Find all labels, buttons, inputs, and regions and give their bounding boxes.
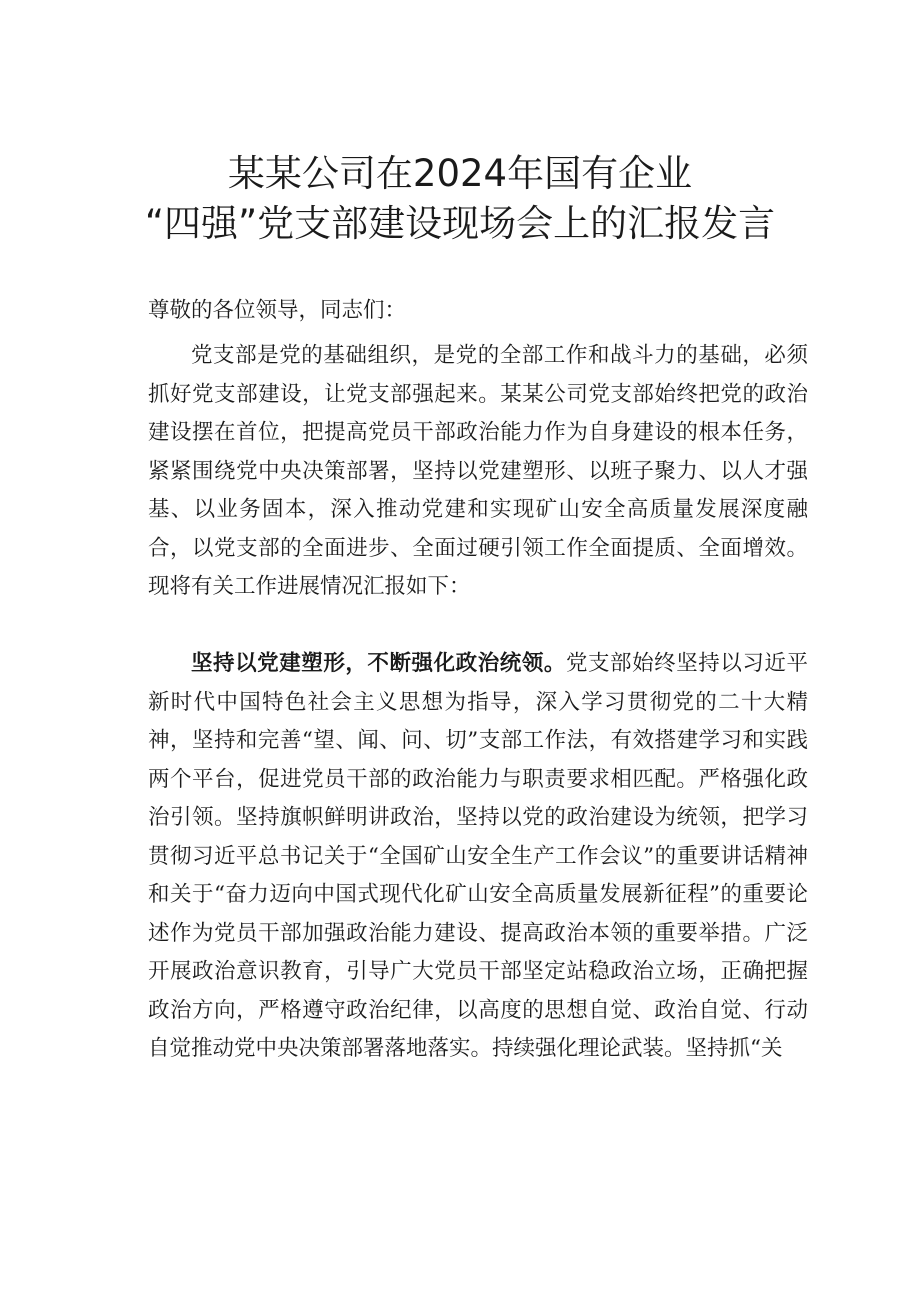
paragraph-1: 党支部是党的基础组织，是党的全部工作和战斗力的基础，必须抓好党支部建设，让党支部强起来。某某公司党支部始终把党的政治建设摆在首位，把提高党员干部政治能力作为自身建设的根本任务，紧紧围绕党中央决策部署，坚持以党建塑形、以班子聚力、以人才强基、以业务固本，深入推动党建和实现矿山安全高质量发展深度融合，以党支部的全面进步、全面过硬引领工作全面提质、全面增效。现将有关工作进展情况汇报如下： <box>148 343 808 599</box>
paragraph-2-body: 党支部始终坚持以习近平新时代中国特色社会主义思想为指导，深入学习贯彻党的二十大精神，坚持和完善“望、闻、问、切”支部工作法，有效搭建学习和实践两个平台，促进党员干部的政治能力与职责要求相匹配。严格强化政治引领。坚持旗帜鲜明讲政治，坚持以党的政治建设为统领，把学习贯彻习近平总书记关于“全国矿山安全生产工作会议”的重要讲话精神和关于“奋力迈向中国式现代化矿山安全高质量发展新征程”的重要论述作为党员干部加强政治能力建设、提高政治本领的重要举措。广泛开展政治意识教育，引导广大党员干部坚定站稳政治立场，正确把握政治方向，严格遵守政治纪律，以高度的思想自觉、政治自觉、行动自觉推动党中央决策部署落地落实。持续强化理论武装。坚持抓“关 <box>148 651 808 1061</box>
paragraph-2-heading: 坚持以党建塑形，不断强化政治统领。 <box>191 651 566 676</box>
salutation: 尊敬的各位领导，同志们： <box>148 298 407 323</box>
paragraph-2 <box>148 645 808 1069</box>
title-line-1: 某某公司在2024年国有企业 <box>227 152 693 195</box>
title-line-2: “四强”党支部建设现场会上的汇报发言 <box>144 202 776 245</box>
